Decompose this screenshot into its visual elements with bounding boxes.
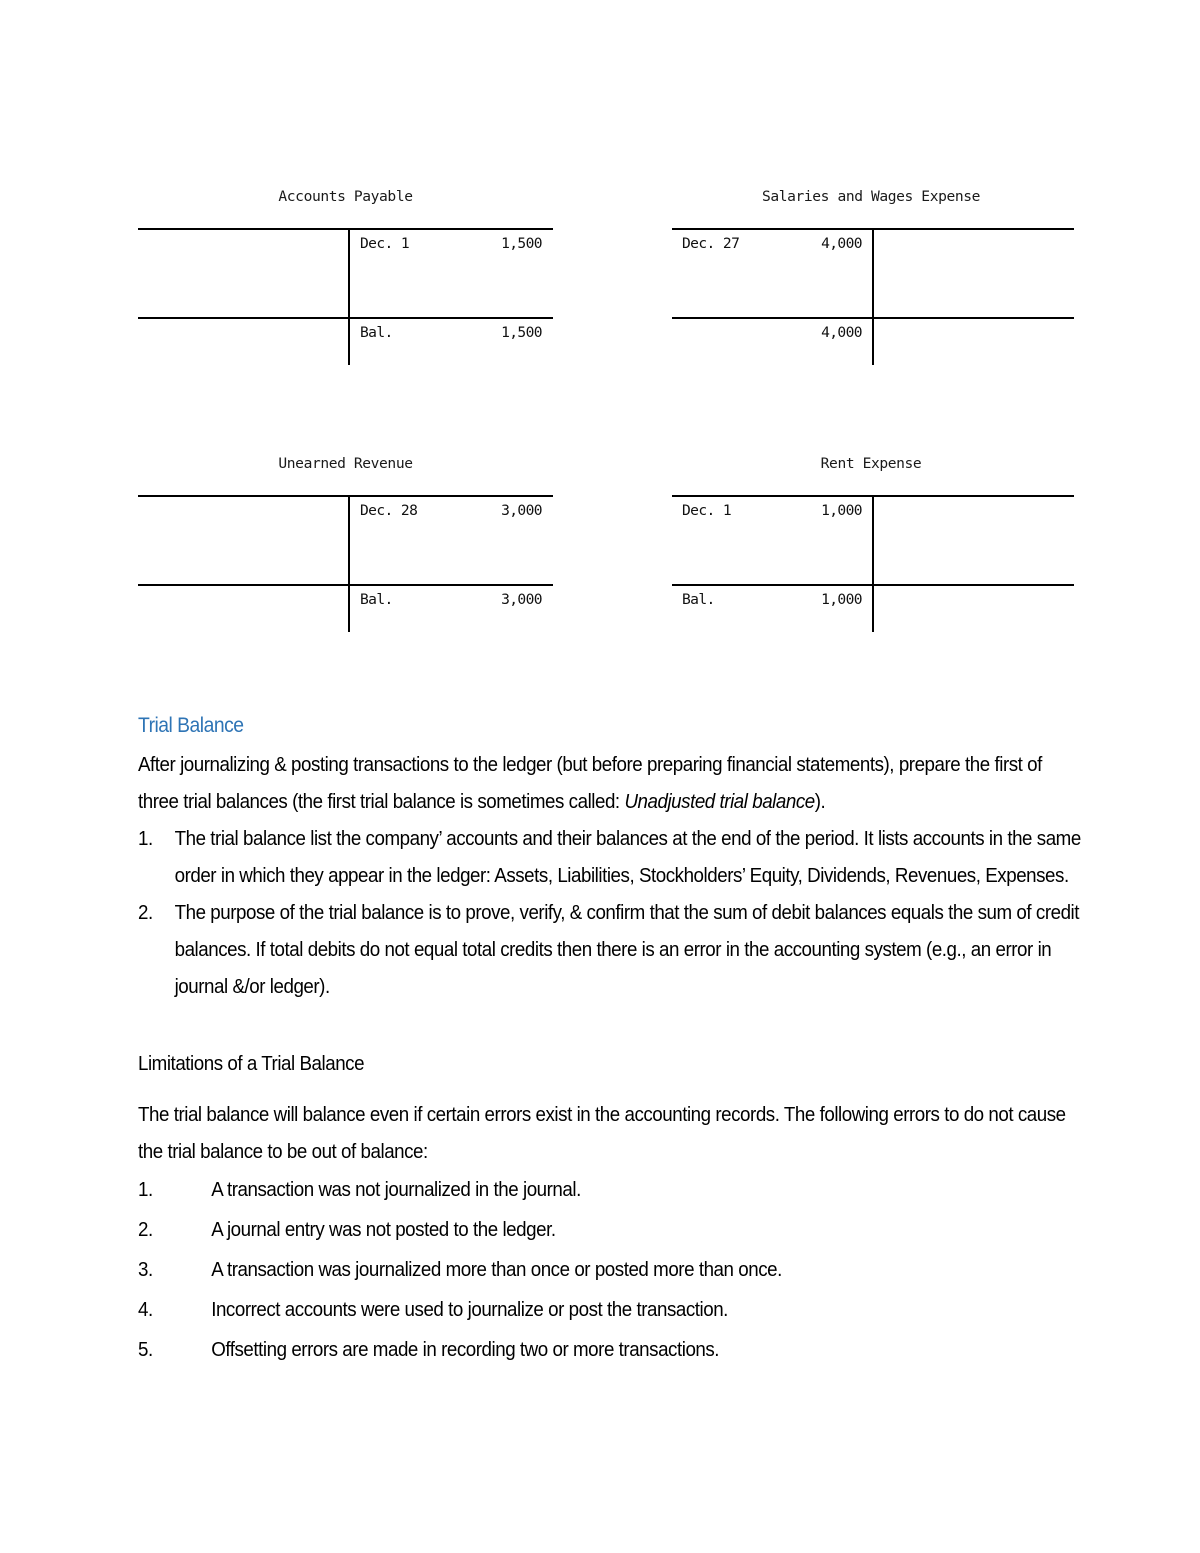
list-item-number: 5. — [138, 1338, 153, 1361]
t-account-divider — [348, 495, 350, 632]
t-account-title: Unearned Revenue — [278, 455, 413, 472]
t-account-title: Salaries and Wages Expense — [761, 188, 981, 205]
t-account-balance-rule — [672, 317, 1074, 319]
t-account-entry-date: Dec. 1 — [360, 235, 410, 252]
limitations-intro-paragraph: The trial balance will balance even if certain errors exist in the accounting records. The following errors to do not cause the trial balance to be out of balance: — [138, 1103, 1066, 1163]
t-account-unearned-revenue — [138, 452, 553, 642]
list-item-text: Incorrect accounts were used to journalize or post the transaction. — [211, 1298, 728, 1321]
t-account-entry-amount: 1,500 — [501, 235, 542, 252]
trial-balance-numbered-list — [138, 820, 1085, 1005]
t-account-title: Rent Expense — [820, 455, 922, 472]
list-item — [138, 1290, 1085, 1330]
t-account-entry-date: Dec. 1 — [682, 502, 732, 519]
limitations-numbered-list — [138, 1170, 1085, 1370]
list-item-number: 2. — [138, 901, 153, 924]
section-spacer — [138, 1005, 1088, 1045]
t-account-entry-amount: 1,000 — [821, 502, 862, 519]
list-item-number: 1. — [138, 827, 153, 850]
list-item-text: The purpose of the trial balance is to prove, verify, & confirm that the sum of debit balances equals the sum of credit balances. If total debits do not equal total credits then there is an error in the accounting system (e.g., an error in journal &/or ledger). — [174, 901, 1080, 998]
t-account-balance-amount: 4,000 — [821, 324, 862, 341]
list-item-text: A journal entry was not posted to the ledger. — [211, 1218, 556, 1241]
list-item — [138, 820, 1085, 894]
t-account-entry-amount: 3,000 — [501, 502, 542, 519]
list-item-text: A transaction was journalized more than once or posted more than once. — [211, 1258, 782, 1281]
paragraph-spacer — [138, 1082, 1088, 1096]
t-account-balance-rule — [138, 584, 553, 586]
t-account-top-rule — [138, 228, 553, 230]
list-item — [138, 1330, 1085, 1370]
t-account-divider — [348, 228, 350, 365]
t-account-entry-amount: 4,000 — [821, 235, 862, 252]
list-item — [138, 1170, 1085, 1210]
t-account-balance-label: Bal. — [682, 591, 715, 608]
list-item — [138, 1250, 1085, 1290]
list-item-text: A transaction was not journalized in the journal. — [211, 1178, 581, 1201]
t-account-entry-date: Dec. 27 — [682, 235, 740, 252]
limitations-heading: Limitations of a Trial Balance — [138, 1052, 365, 1075]
list-item-text: Offsetting errors are made in recording two or more transactions. — [211, 1338, 720, 1361]
document-body — [138, 712, 1088, 1370]
list-item-number: 4. — [138, 1298, 153, 1321]
t-account-rent-expense — [672, 452, 1074, 642]
t-account-balance-label: Bal. — [360, 591, 393, 608]
t-account-entry-date: Dec. 28 — [360, 502, 418, 519]
t-account-balance-amount: 3,000 — [501, 591, 542, 608]
t-account-balance-rule — [672, 584, 1074, 586]
list-item-number: 3. — [138, 1258, 153, 1281]
list-item — [138, 1210, 1085, 1250]
list-item-number: 1. — [138, 1178, 153, 1201]
t-account-accounts-payable — [138, 185, 553, 375]
t-account-balance-amount: 1,500 — [501, 324, 542, 341]
t-account-top-rule — [138, 495, 553, 497]
t-account-balance-label: Bal. — [360, 324, 393, 341]
list-item-number: 2. — [138, 1218, 153, 1241]
list-item — [138, 894, 1085, 1005]
intro-text-part-1: After journalizing & posting transactions to the ledger (but before preparing financial statements), prepare the first of three trial balances (the first trial balance is sometimes called: — [138, 753, 1042, 813]
intro-italic-term: Unadjusted trial balance — [624, 790, 815, 813]
t-account-balance-amount: 1,000 — [821, 591, 862, 608]
t-account-salaries-and-wages-expense — [672, 185, 1074, 375]
trial-balance-heading: Trial Balance — [138, 714, 244, 737]
t-account-divider — [872, 228, 874, 365]
t-account-divider — [872, 495, 874, 632]
t-account-title: Accounts Payable — [278, 188, 413, 205]
t-account-balance-rule — [138, 317, 553, 319]
intro-text-part-2: ). — [814, 790, 826, 813]
trial-balance-intro-paragraph — [138, 746, 1085, 820]
list-item-text: The trial balance list the company’ accounts and their balances at the end of the period. It lists accounts in the same order in which they appear in the ledger: Assets, Liabilities, Stockholders’ Equity, Dividends, Revenues, Expenses. — [174, 827, 1081, 887]
